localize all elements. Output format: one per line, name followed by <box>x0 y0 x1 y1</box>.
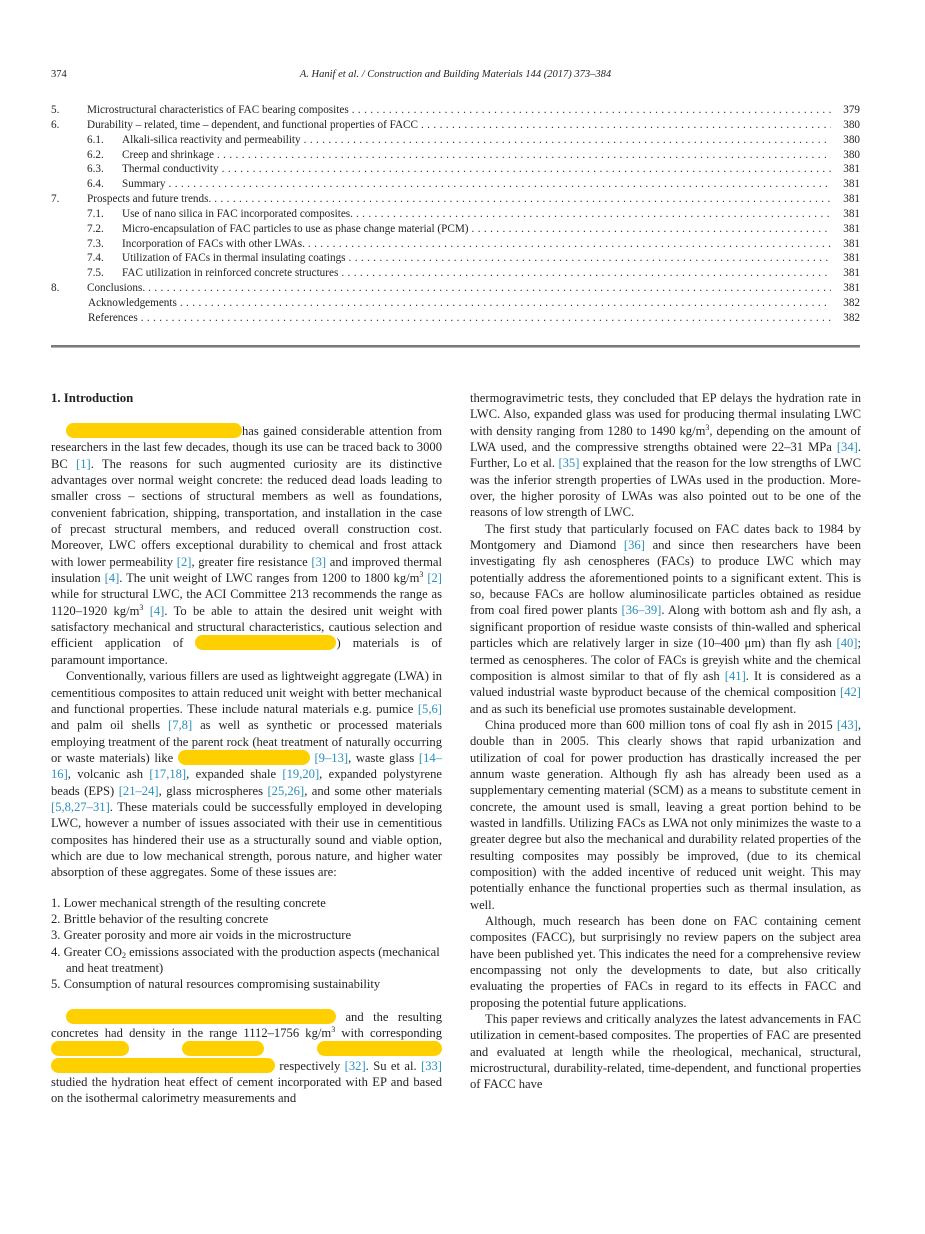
toc-entry-title: Acknowledgements <box>88 296 177 309</box>
toc-dot-leader <box>222 162 831 177</box>
toc-entry-title: Prospects and future trends. <box>87 193 212 206</box>
toc-dot-leader <box>180 296 831 311</box>
right-column <box>470 390 861 1093</box>
toc-entry-number: 6.2. <box>87 148 104 161</box>
citation-link[interactable]: [2] <box>427 571 442 586</box>
toc-entry-page: 381 <box>843 222 860 235</box>
citation-link[interactable]: [19,20] <box>282 767 320 782</box>
toc-entry-page: 380 <box>843 133 860 146</box>
toc-entry-title: Incorporation of FACs with other LWAs. <box>122 237 305 250</box>
toc-entry-title: Summary <box>122 178 166 191</box>
toc-dot-leader <box>169 177 831 192</box>
toc-entry-page: 382 <box>843 311 860 324</box>
redaction-highlight <box>51 1058 275 1073</box>
toc-dot-leader <box>304 133 831 148</box>
toc-dot-leader <box>341 266 831 281</box>
toc-entry-page: 381 <box>843 207 860 220</box>
toc-entry-title: Utilization of FACs in thermal insulating coatings <box>122 252 346 265</box>
citation-link[interactable]: [32] <box>344 1058 366 1073</box>
running-header <box>51 69 860 85</box>
citation-link[interactable]: [43] <box>836 717 858 732</box>
toc-entry-title: Creep and shrinkage <box>122 148 214 161</box>
left-column <box>51 390 442 1107</box>
toc-entry-number: 6.3. <box>87 163 104 176</box>
list-item: 5. Consumption of natural resources compromising sustainability <box>51 977 381 992</box>
toc-entry[interactable] <box>51 133 860 148</box>
toc-entry[interactable] <box>51 177 860 192</box>
toc-dot-leader <box>472 222 831 237</box>
toc-entry-page: 381 <box>843 193 860 206</box>
toc-entry[interactable] <box>51 251 860 266</box>
citation-link[interactable]: [36–39] <box>621 603 662 618</box>
redaction-highlight <box>66 1009 336 1024</box>
citation-link[interactable]: [4] <box>104 571 120 586</box>
toc-entry[interactable] <box>51 222 860 237</box>
paragraph-3-continued: thermogravimetric tests, they concluded that EP delays the hydration rate in LWC. Also, expanded glass was used for producing thermal insulating LWC with density ranging from 1280 to 1490 $kg/m^3$, depending on the amount of LWA used, and the compressive strengths obtained were 22–31 MPa [34]. Further, Lo et al. [35] explained that the reason for the low strengths of LWC was the inferior strength properties of LWAs used in the production. Moreover, the higher porosity of LWAs was also pointed out to be one of the reasons of low strength of LWC. <box>470 391 861 520</box>
paragraph-6: Although, much research has been done on FAC containing cement composites (FACC), but surprisingly no review papers on the subject area have been published yet. This indicates the need for a comprehensive review encompassing not only the developments to date, but also critically evaluating the properties of FACs in regard to its effects in FACC and proposing the potential future applications. <box>470 914 861 1010</box>
toc-entry-number: 7. <box>51 193 60 206</box>
toc-entry[interactable] <box>51 207 860 222</box>
toc-entry[interactable] <box>51 103 860 118</box>
toc-entry[interactable] <box>51 266 860 281</box>
paragraph-2: Conventionally, various fillers are used as lightweight aggregate (LWA) in cementitious composites to attain reduced unit weight with better mechanical and functional properties. These include natural materials e.g. pumice [5,6] and palm oil shells [7,8] as well as synthetic or processed materials employing treatment of the parent rock (heat treatment of naturally occurring or waste materials) like [9–13], waste glass [14–16], volcanic ash [17,18], expanded shale [19,20], expanded polystyrene beads (EPS) [21–24], glass microspheres [25,26], and some other materials [5,8,27–31]. These materials could be successfully employed in developing LWC, however a number of issues associated with their use in cementitious composites has hindered their use as a structurally sound and viable option, which are due to low mechanical strength, porous nature, and higher water absorption of these aggregates. Some of these issues are: <box>51 669 443 880</box>
toc-entry-number: 6.1. <box>87 133 104 146</box>
section-divider <box>51 345 860 348</box>
citation-link[interactable]: [5,8,27–31] <box>51 799 110 814</box>
toc-entry-title: Durability – related, time – dependent, and functional properties of FACC <box>87 118 418 131</box>
toc-entry-page: 380 <box>843 118 860 131</box>
citation-link[interactable]: [21–24] <box>118 783 159 798</box>
toc-entry-page: 381 <box>843 178 860 191</box>
toc-entry[interactable] <box>51 162 860 177</box>
toc-entry-number: 7.3. <box>87 237 104 250</box>
toc-dot-leader <box>349 251 831 266</box>
redaction-highlight <box>66 423 242 438</box>
citation-link[interactable]: [25,26] <box>267 783 305 798</box>
toc-entry[interactable] <box>51 311 860 326</box>
redaction-highlight <box>51 1041 129 1056</box>
toc-dot-leader <box>214 192 831 207</box>
toc-entry[interactable] <box>51 148 860 163</box>
toc-entry-number: 7.5. <box>87 267 104 280</box>
paragraph-4: The first study that particularly focused on FAC dates back to 1984 by Montgomery and Diamond [36] and since then researchers have been investigating fly ash cenospheres (FACs) to produce LWC which may potentially address the aforementioned points to a significant extent. This is so, because FACs are hollow aluminosilicate particles obtained as residue from coal fired power plants [36–39]. Along with bottom ash and fly ash, a significant proportion of residue waste consists of thin-walled and spherical particles which are relatively larger in size (10–400 μm) than fly ash [40]; termed as cenospheres. The color of FACs is greyish white and the chemical composition is almost similar to that of fly ash [41]. It is considered as a valued industrial waste byproduct because of the chemical composition [42] and as such its beneficial use promotes sustainable development. <box>470 521 862 716</box>
citation-link[interactable]: [1] <box>76 456 91 471</box>
citation-link[interactable]: [17,18] <box>149 767 187 782</box>
toc-entry-page: 381 <box>843 237 860 250</box>
citation-link[interactable]: [35] <box>558 456 580 471</box>
citation-link[interactable]: [36] <box>623 538 645 553</box>
toc-dot-leader <box>308 237 831 252</box>
toc-entry-title: Microstructural characteristics of FAC bearing composites <box>87 104 349 116</box>
section-heading: 1. Introduction <box>51 391 134 405</box>
toc-entry-number: 5. <box>51 104 60 116</box>
toc-dot-leader <box>148 281 831 296</box>
toc-entry[interactable] <box>51 192 860 207</box>
citation-link[interactable]: [9–13] <box>314 750 349 765</box>
table-of-contents <box>51 103 860 326</box>
toc-dot-leader <box>352 103 831 118</box>
toc-entry-number: 7.2. <box>87 222 104 235</box>
citation-link[interactable]: [42] <box>840 685 861 700</box>
redaction-highlight <box>178 750 310 765</box>
toc-entry-title: Micro-encapsulation of FAC particles to use as phase change material (PCM) <box>122 222 469 235</box>
citation-link[interactable]: [14–16] <box>51 750 443 782</box>
toc-dot-leader <box>217 148 831 163</box>
toc-entry-page: 381 <box>843 163 860 176</box>
toc-entry-page: 380 <box>843 148 860 161</box>
toc-entry-number: 7.4. <box>87 252 104 265</box>
redaction-highlight <box>317 1041 442 1056</box>
toc-dot-leader <box>421 118 831 133</box>
paragraph-7: This paper reviews and critically analyzes the latest advancements in FAC utilization in cement-based composites. The properties of FAC are presented and evaluated at length while the rheological, mechanical, structural, microstructural, durability-related, time-dependent, and functional properties of FACC have <box>470 1012 861 1092</box>
toc-entry-page: 382 <box>843 296 860 309</box>
toc-entry-number: 6.4. <box>87 178 104 191</box>
redaction-highlight <box>195 635 336 650</box>
paragraph-5: China produced more than 600 million tons of coal fly ash in 2015 [43], double than in 2005. This clearly shows that rapid urbanization and utilization of coal for power production has drastically increased the per annum waste generation. Although fly ash has already been used as a supplementary cementing material (SCM) as a means to substitute cement in concrete, the amount used is small, leaving a great portion behind to be wasted in landfills. Utilizing FACs as LWA not only minimizes the waste to a greater degree but also the mechanical and durability related properties of the resulting composites may possibly be improved, (due to its chemical composition) with the added incentive of reduced unit weight. This may potentially enhance the functional properties such as thermal insulation, as well. <box>470 717 861 912</box>
citation-link[interactable]: [7,8] <box>168 718 193 733</box>
toc-entry-title: Use of nano silica in FAC incorporated composites. <box>122 207 353 220</box>
toc-entry[interactable] <box>51 296 860 311</box>
list-item: 1. Lower mechanical strength of the resulting concrete <box>51 895 326 910</box>
journal-reference: A. Hanif et al. / Construction and Building Materials 144 (2017) 373–384 <box>299 69 612 80</box>
citation-link[interactable]: [5,6] <box>417 701 442 716</box>
list-item: 2. Brittle behavior of the resulting concrete <box>51 911 269 926</box>
toc-entry-title: References <box>88 311 138 324</box>
toc-entry[interactable] <box>51 118 860 133</box>
citation-link[interactable]: [33] <box>421 1058 442 1073</box>
toc-entry-title: FAC utilization in reinforced concrete structures <box>122 267 339 280</box>
toc-entry-title: Alkali-silica reactivity and permeability <box>122 133 301 146</box>
toc-entry-title: Thermal conductivity <box>122 163 219 176</box>
toc-dot-leader <box>356 207 831 222</box>
redaction-highlight <box>182 1041 264 1056</box>
toc-entry[interactable] <box>51 281 860 296</box>
toc-entry-title: Conclusions. <box>87 282 146 295</box>
toc-entry-number: 8. <box>51 282 60 295</box>
citation-link[interactable]: [34] <box>836 440 858 455</box>
toc-entry-page: 379 <box>843 104 860 116</box>
issues-list <box>51 895 442 993</box>
citation-link[interactable]: [40] <box>836 636 858 651</box>
citation-link[interactable]: [4] <box>149 603 165 618</box>
citation-link[interactable]: [2] <box>176 554 192 569</box>
paragraph-1: has gained considerable attention from researchers in the last few decades, though its use can be traced back to 3000 BC [1]. The reasons for such augmented curiosity are its distinctive advantages over normal weight concrete: the reduced dead loads leading to smaller cross – sections of structural members as well as foundations, convenient fabrication, shipping, transportation, and installation in the case of precast structural members, and reduced overall construction cost. Moreover, LWC offers exceptional durability to chemical and frost attack with lower permeability [2], greater fire resistance [3] and improved thermal insulation [4]. The unit weight of LWC ranges from 1200 to 1800 $kg/m^3$ [2] while for structural LWC, the ACI Committee 213 recommends the range as 1120–1920 $kg/m^3$ [4]. To be able to attain the desired unit weight with satisfactory mechanical and structural characteristics, cautious selection and efficient application of ) materials is of paramount importance. <box>51 424 443 667</box>
toc-entry-number: 6. <box>51 118 60 131</box>
page-number: 374 <box>51 69 67 80</box>
toc-entry-page: 381 <box>843 282 860 295</box>
toc-dot-leader <box>141 311 831 326</box>
toc-entry[interactable] <box>51 237 860 252</box>
toc-entry-page: 381 <box>843 252 860 265</box>
toc-entry-number: 7.1. <box>87 207 104 220</box>
list-item: 4. Greater $CO_2$ emissions associated with the production aspects (mechanical and heat treatment) <box>51 944 440 975</box>
toc-entry-page: 381 <box>843 267 860 280</box>
paragraph-3: and the resulting concretes had density in the range 1112–1756 $kg/m^3$ with corresponding respectively [32]. Su et al. [33] studied the hydration heat effect of cement incorporated with EP and based on the isothermal calorimetry measurements and <box>51 1009 443 1106</box>
citation-link[interactable]: [41] <box>724 668 746 683</box>
citation-link[interactable]: [3] <box>311 554 327 569</box>
list-item: 3. Greater porosity and more air voids in the microstructure <box>51 928 352 943</box>
